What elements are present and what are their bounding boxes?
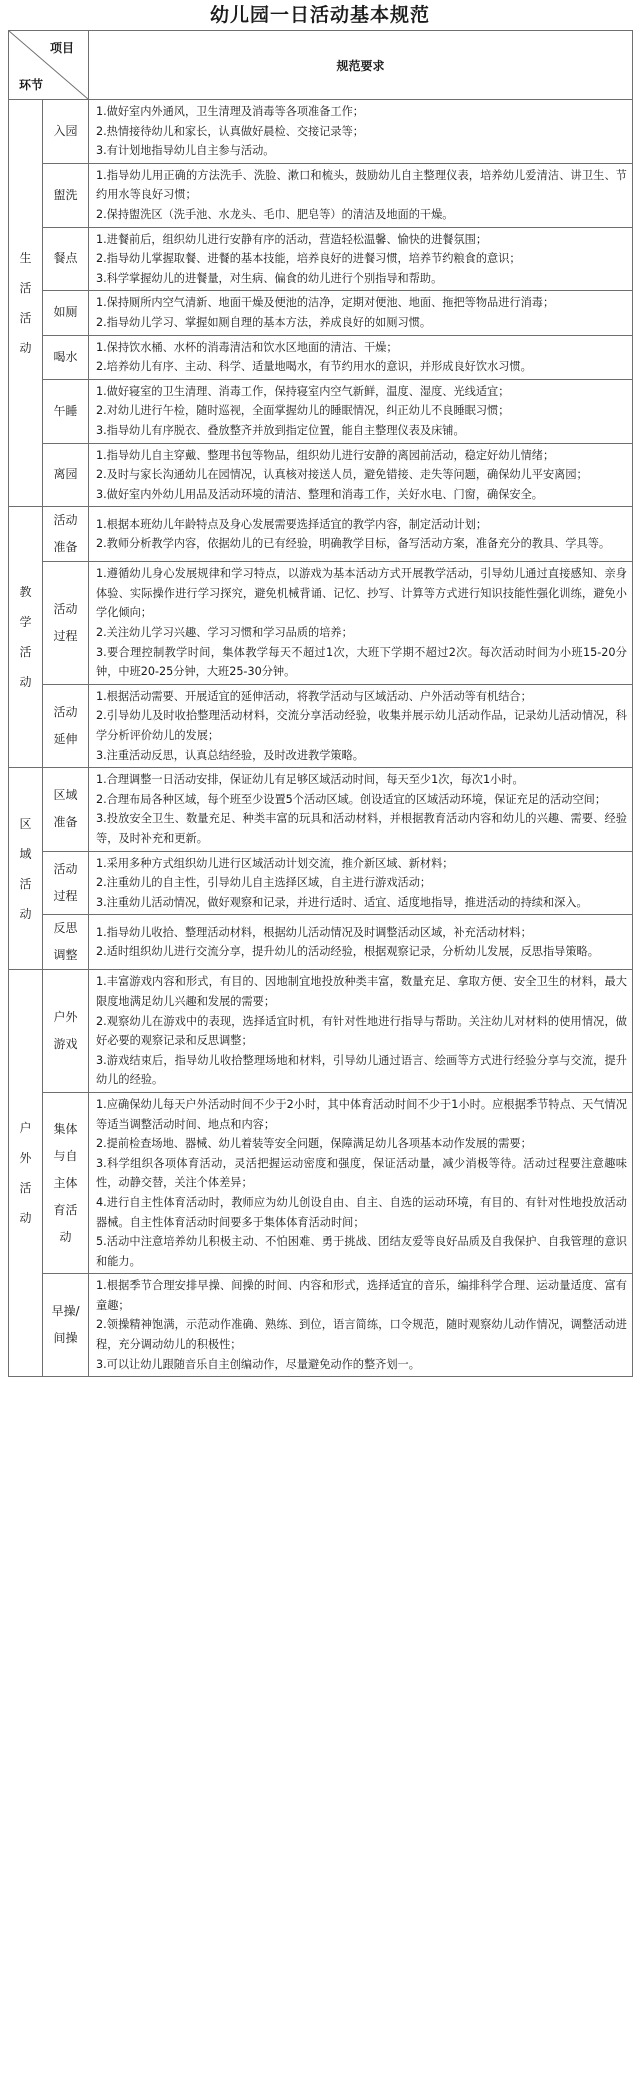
- header-item-label: 项目: [49, 41, 74, 55]
- requirement-item: 1.根据活动需要、开展适宜的延伸活动，将教学活动与区域活动、户外活动等有机结合；: [96, 689, 532, 703]
- link-label: 间操: [53, 1331, 78, 1346]
- requirement-item: 3.指导幼儿有序脱衣、叠放整齐并放到指定位置，能自主整理仪表及床铺。: [96, 423, 465, 437]
- category-char: 活: [19, 281, 32, 296]
- header-row: [9, 31, 633, 100]
- requirement-item: 3.可以让幼儿跟随音乐自主创编动作，尽量避免动作的整齐划一。: [96, 1357, 420, 1371]
- link-label: 离园: [53, 467, 78, 482]
- requirements-cell: [89, 915, 633, 970]
- requirement-item: 3.注重幼儿活动情况，做好观察和记录，并进行适时、适宜、适度地指导，推进活动的持续和深入。: [96, 895, 588, 909]
- table-row: [9, 684, 633, 767]
- requirement-item: 2.领操精神饱满，示范动作准确、熟练、到位，语言简练，口令规范，随时观察幼儿动作情况，调整活动进程，充分调动幼儿的积极性；: [96, 1318, 627, 1352]
- link-label: 游戏: [53, 1037, 78, 1052]
- table-body: [9, 31, 633, 1377]
- requirements-cell: [89, 1092, 633, 1273]
- link-cell: [43, 163, 89, 227]
- link-cell: [43, 768, 89, 851]
- requirement-item: 1.根据季节合理安排早操、间操的时间、内容和形式，选择适宜的音乐，编排科学合理、运动量适度、富有童趣；: [96, 1279, 627, 1312]
- requirement-item: 1.进餐前后，组织幼儿进行安静有序的活动，营造轻松温馨、愉快的进餐氛围；: [96, 232, 488, 246]
- requirement-item: 4.进行自主性体育活动时，教师应为幼儿创设自由、自主、自选的运动环境，有目的、有针对性地投放活动器械。自主性体育活动时间要多于集体体育活动时间；: [96, 1195, 627, 1229]
- category-char: 活: [19, 1181, 32, 1196]
- requirement-item: 3.注重活动反思，认真总结经验，及时改进教学策略。: [96, 748, 364, 762]
- requirement-item: 2.培养幼儿有序、主动、科学、适量地喝水，有节约用水的意识，并形成良好饮水习惯。: [96, 360, 532, 374]
- table-row: [9, 915, 633, 970]
- link-label: 过程: [53, 888, 78, 903]
- link-cell: [43, 227, 89, 291]
- requirements-cell: [89, 291, 633, 335]
- requirement-item: 1.遵循幼儿身心发展规律和学习特点，以游戏为基本活动方式开展教学活动，引导幼儿通过直接感知、亲身体验、实际操作进行学习探究，避免机械背诵、记忆、抄写、计算等方式进行知识技能性强化训练，避免小学化倾向；: [96, 567, 627, 620]
- table-row: [9, 227, 633, 291]
- requirement-item: 1.指导幼儿收拾、整理活动材料，根据幼儿活动情况及时调整活动区域，补充活动材料；: [96, 925, 532, 939]
- link-label: 延伸: [53, 732, 78, 747]
- requirement-item: 2.观察幼儿在游戏中的表现，选择适宜时机，有针对性地进行指导与帮助。关注幼儿对材料的使用情况，做好必要的观察记录和反思调整；: [96, 1014, 627, 1048]
- requirement-item: 2.保持盥洗区（洗手池、水龙头、毛巾、肥皂等）的清洁及地面的干燥。: [96, 207, 454, 221]
- requirements-cell: [89, 1274, 633, 1377]
- link-label: 活动: [53, 705, 78, 720]
- requirements-cell: [89, 227, 633, 291]
- requirement-item: 1.根据本班幼儿年龄特点及身心发展需要选择适宜的教学内容，制定活动计划；: [96, 517, 488, 531]
- category-char: 区: [19, 816, 32, 831]
- requirement-item: 3.游戏结束后，指导幼儿收拾整理场地和材料，引导幼儿通过语言、绘画等方式进行经验分享与交流，提升幼儿的经验。: [96, 1053, 627, 1087]
- link-label: 户外: [53, 1010, 78, 1025]
- link-cell: [43, 507, 89, 562]
- table-row: [9, 851, 633, 915]
- link-label: 活动: [53, 602, 78, 617]
- category-char: 学: [19, 615, 32, 630]
- link-label: 主体: [53, 1175, 78, 1190]
- link-cell: [43, 851, 89, 915]
- requirements-cell: [89, 379, 633, 443]
- requirement-item: 1.保持厕所内空气清新、地面干燥及便池的洁净，定期对便池、地面、拖把等物品进行消毒；: [96, 296, 555, 310]
- link-cell: [43, 684, 89, 767]
- link-label: 准备: [53, 815, 78, 830]
- table-row: [9, 507, 633, 562]
- table-row: [9, 291, 633, 335]
- table-row: [9, 1274, 633, 1377]
- requirements-cell: [89, 768, 633, 851]
- requirement-item: 2.热情接待幼儿和家长，认真做好晨检、交接记录等；: [96, 124, 364, 138]
- requirement-item: 2.提前检查场地、器械、幼儿着装等安全问题，保障满足幼儿各项基本动作发展的需要；: [96, 1137, 532, 1151]
- link-cell: [43, 379, 89, 443]
- requirement-item: 1.做好寝室的卫生清理、消毒工作，保持寝室内空气新鲜，温度、湿度、光线适宜；: [96, 384, 510, 398]
- requirement-item: 1.指导幼儿自主穿戴、整理书包等物品，组织幼儿进行安静的离园前活动，稳定好幼儿情绪；: [96, 448, 555, 462]
- category-char: 户: [19, 1121, 32, 1136]
- requirement-item: 2.引导幼儿及时收拾整理活动材料，交流分享活动经验，收集并展示幼儿活动作品，记录幼儿活动情况，科学分析评价幼儿的发展；: [96, 709, 627, 743]
- category-cell: [9, 507, 43, 768]
- requirements-cell: [89, 100, 633, 164]
- category-char: 活: [19, 876, 32, 891]
- requirements-cell: [89, 335, 633, 379]
- requirement-item: 3.做好室内外幼儿用品及活动环境的清洁、整理和消毒工作，关好水电、门窗，确保安全。: [96, 487, 543, 501]
- requirements-cell: [89, 970, 633, 1093]
- category-char: 动: [19, 906, 32, 921]
- table-row: [9, 163, 633, 227]
- requirements-cell: [89, 443, 633, 507]
- category-char: 动: [19, 341, 32, 356]
- category-char: 动: [19, 675, 32, 690]
- requirement-item: 2.合理布局各种区域，每个班至少设置5个活动区域。创设适宜的区域活动环境，保证充足的活动空间；: [96, 792, 607, 806]
- table-row: [9, 768, 633, 851]
- requirement-item: 2.及时与家长沟通幼儿在园情况，认真核对接送人员，避免错接、走失等问题，确保幼儿平安离园；: [96, 468, 588, 482]
- category-char: 活: [19, 311, 32, 326]
- category-cell: [9, 970, 43, 1377]
- requirements-cell: [89, 684, 633, 767]
- link-label: 入园: [53, 123, 78, 138]
- category-char: 生: [19, 251, 32, 266]
- link-cell: [43, 1092, 89, 1273]
- standards-table: [8, 30, 633, 1377]
- category-cell: [9, 768, 43, 970]
- link-label: 准备: [53, 540, 78, 555]
- link-label: 早操/: [51, 1304, 80, 1319]
- requirement-item: 2.对幼儿进行午检，随时巡视，全面掌握幼儿的睡眠情况，纠正幼儿不良睡眠习惯；: [96, 404, 510, 418]
- link-cell: [43, 970, 89, 1093]
- requirement-item: 2.指导幼儿学习、掌握如厕自理的基本方法，养成良好的如厕习惯。: [96, 315, 432, 329]
- link-cell: [43, 335, 89, 379]
- category-char: 外: [19, 1151, 32, 1166]
- requirement-item: 1.丰富游戏内容和形式，有目的、因地制宜地投放种类丰富，数量充足、拿取方便、安全卫生的材料，最大限度地满足幼儿兴趣和发展的需要；: [96, 975, 627, 1008]
- requirement-item: 1.指导幼儿用正确的方法洗手、洗脸、漱口和梳头，鼓励幼儿自主整理仪表，培养幼儿爱清洁、讲卫生、节约用水等良好习惯；: [96, 168, 627, 202]
- link-label: 区域: [53, 788, 78, 803]
- requirement-item: 3.要合理控制教学时间，集体教学每天不超过1次，大班下学期不超过2次。每次活动时间为小班15-20分钟，中班20-25分钟，大班25-30分钟。: [96, 645, 627, 679]
- requirement-item: 3.投放安全卫生、数量充足、种类丰富的玩具和活动材料，并根据教育活动内容和幼儿的兴趣、需要、经验等，及时补充和更新。: [96, 812, 627, 845]
- table-row: [9, 970, 633, 1093]
- requirement-item: 3.科学组织各项体育活动，灵活把握运动密度和强度，保证活动量，减少消极等待。活动过程要注意趣味性，动静交替，关注个体差异；: [96, 1156, 627, 1190]
- table-row: [9, 443, 633, 507]
- link-label: 集体: [53, 1121, 78, 1136]
- requirement-item: 2.指导幼儿掌握取餐、进餐的基本技能，培养良好的进餐习惯，培养节约粮食的意识；: [96, 252, 521, 266]
- link-label: 育活: [53, 1202, 78, 1217]
- document-title: 幼儿园一日活动基本规范: [209, 4, 430, 26]
- requirements-cell: [89, 507, 633, 562]
- diagonal-header-cell: [9, 31, 89, 100]
- requirements-cell: [89, 163, 633, 227]
- link-cell: [43, 100, 89, 164]
- link-label: 调整: [53, 948, 78, 963]
- link-cell: [43, 291, 89, 335]
- category-cell: [9, 100, 43, 507]
- requirements-cell: [89, 851, 633, 915]
- requirement-item: 1.做好室内外通风，卫生清理及消毒等各项准备工作；: [96, 105, 364, 118]
- header-link-label: 环节: [19, 78, 44, 92]
- requirement-item: 1.应确保幼儿每天户外活动时间不少于2小时，其中体育活动时间不少于1小时。应根据季节特点、天气情况等适当调整活动时间、地点和内容；: [96, 1097, 627, 1131]
- requirement-item: 1.保持饮水桶、水杯的消毒清洁和饮水区地面的清洁、干燥；: [96, 340, 398, 354]
- category-char: 域: [19, 846, 32, 861]
- requirement-item: 2.关注幼儿学习兴趣、学习习惯和学习品质的培养；: [96, 626, 353, 640]
- link-label: 活动: [53, 513, 78, 528]
- requirement-item: 1.采用多种方式组织幼儿进行区域活动计划交流，推介新区域、新材料；: [96, 856, 454, 870]
- link-label: 活动: [53, 861, 78, 876]
- link-label: 如厕: [53, 305, 78, 320]
- requirement-item: 2.适时组织幼儿进行交流分享，提升幼儿的活动经验，根据观察记录，分析幼儿发展，反思指导策略。: [96, 945, 599, 959]
- header-requirements: 规范要求: [89, 31, 633, 100]
- link-label: 动: [59, 1229, 72, 1244]
- link-label: 与自: [53, 1148, 78, 1163]
- link-label: 午睡: [53, 403, 78, 418]
- link-cell: [43, 443, 89, 507]
- link-label: 餐点: [53, 251, 78, 266]
- requirement-item: 2.教师分析教学内容，依据幼儿的已有经验，明确教学目标，备写活动方案，准备充分的教具、学具等。: [96, 537, 611, 551]
- requirement-item: 5.活动中注意培养幼儿积极主动、不怕困难、勇于挑战、团结友爱等良好品质及自我保护、自我管理的意识和能力。: [96, 1235, 627, 1268]
- table-row: [9, 379, 633, 443]
- link-cell: [43, 1274, 89, 1377]
- requirement-item: 3.有计划地指导幼儿自主参与活动。: [96, 144, 275, 158]
- requirements-cell: [89, 562, 633, 685]
- link-label: 盥洗: [53, 187, 78, 202]
- table-row: [9, 100, 633, 164]
- requirement-item: 1.合理调整一日活动安排，保证幼儿有足够区域活动时间，每天至少1次，每次1小时。: [96, 773, 524, 787]
- link-cell: [43, 915, 89, 970]
- category-char: 教: [19, 585, 32, 600]
- link-label: 过程: [53, 629, 78, 644]
- link-label: 反思: [53, 921, 78, 936]
- link-label: 喝水: [53, 349, 78, 364]
- category-char: 活: [19, 645, 32, 660]
- table-row: [9, 335, 633, 379]
- category-char: 动: [19, 1211, 32, 1226]
- requirement-item: 2.注重幼儿的自主性，引导幼儿自主选择区域，自主进行游戏活动；: [96, 876, 432, 890]
- table-row: [9, 1092, 633, 1273]
- table-row: [9, 562, 633, 685]
- link-cell: [43, 562, 89, 685]
- requirement-item: 3.科学掌握幼儿的进餐量，对生病、偏食的幼儿进行个别指导和帮助。: [96, 271, 443, 285]
